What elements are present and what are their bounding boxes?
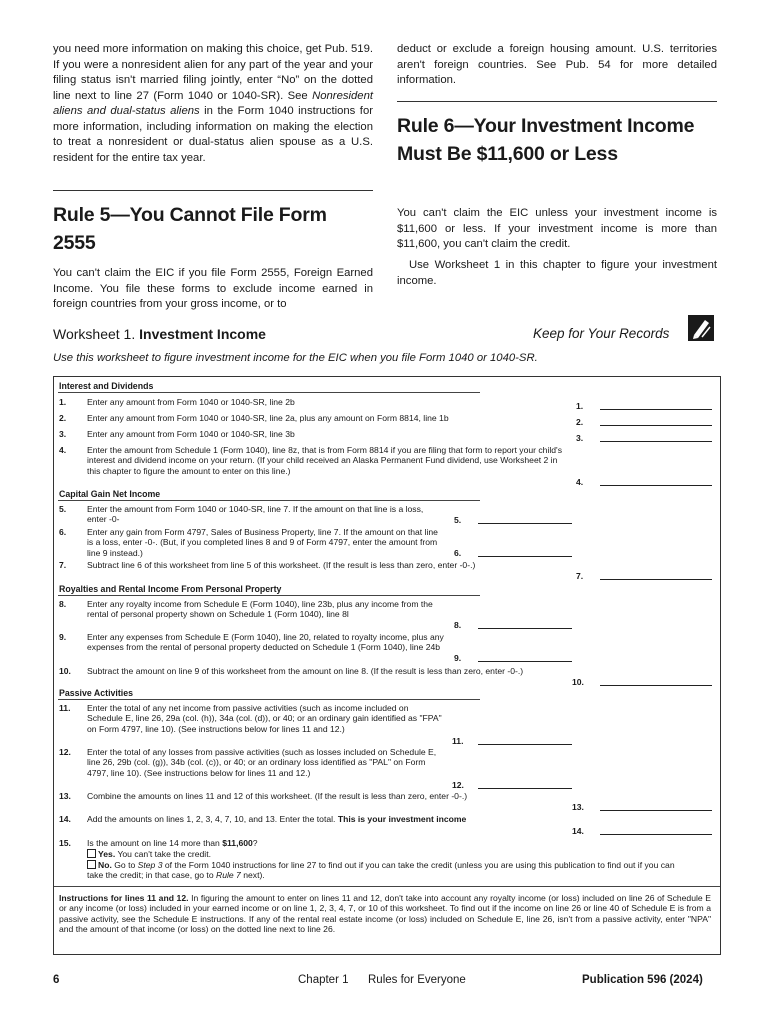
rule5-paragraph: You can't claim the EIC if you file Form 2555, Foreign Earned Income. You file these forms to exclude income earned in foreign countries from your gross income, or to	[53, 267, 373, 310]
line-3-ref: 3.	[576, 433, 584, 443]
instructions-lines-11-12: Instructions for lines 11 and 12. In figuring the amount to enter on lines 11 and 12, don't take into account any royalty income (or loss) included on line 26 of Schedule E or any income (or loss) included in your earned income or on line 1, 2, 3, 4, 7, or 10 of this worksheet. To find out if the income on line 26 or line 40 of Schedule E is from a passive activity, see the Schedule E instructions. If any of the rental real estate income (or loss) included on Schedule E, line 26, isn't from a passive activity, enter "NPA" and the amount of that income (or loss) on the dotted line next to line 26.	[59, 893, 711, 935]
line-5-amount-field[interactable]	[478, 523, 572, 524]
line-11-ref: 11.	[452, 736, 464, 746]
line-14-text: Add the amounts on lines 1, 2, 3, 4, 7, 10, and 13. Enter the total. This is your investment income	[87, 814, 467, 824]
line-4-ref: 4.	[576, 477, 584, 487]
line-6-ref: 6.	[454, 548, 462, 558]
no-option: No. Go to Step 3 of the Form 1040 instructions for line 27 to find out if you can take the credit (unless you are using this publication to find out if you can take the credit; in that case, go to Rule 7 next).	[87, 860, 675, 881]
section-interest-dividends: Interest and Dividends	[59, 381, 154, 391]
section-rule	[58, 699, 480, 700]
line-13-ref: 13.	[572, 802, 584, 812]
line-3-amount-field[interactable]	[600, 441, 712, 442]
line-7-ref: 7.	[576, 571, 584, 581]
line-15-text: Is the amount on line 14 more than $11,600?	[87, 838, 258, 848]
yes-option: Yes. You can't take the credit.	[87, 849, 687, 859]
line-13-amount-field[interactable]	[600, 810, 712, 811]
section-rule	[58, 392, 480, 393]
line-10-amount-field[interactable]	[600, 685, 712, 686]
rule6-paragraph-2: Use Worksheet 1 in this chapter to figure your investment income.	[397, 259, 717, 287]
section-capital-gain: Capital Gain Net Income	[59, 489, 161, 499]
records-pencil-icon	[688, 315, 714, 341]
line-8-amount-field[interactable]	[478, 628, 572, 629]
left-divider	[53, 190, 373, 191]
yes-checkbox[interactable]	[87, 849, 96, 858]
line-9-amount-field[interactable]	[478, 661, 572, 662]
footer-publication: Publication 596 (2024)	[582, 974, 703, 986]
section-rule	[58, 500, 480, 501]
keep-records-label: Keep for Your Records	[533, 326, 670, 341]
line-7-amount-field[interactable]	[600, 579, 712, 580]
line-9-ref: 9.	[454, 653, 462, 663]
section-passive-activities: Passive Activities	[59, 688, 134, 698]
section-rule	[58, 595, 480, 596]
line-10-ref: 10.	[572, 677, 584, 687]
rule6-heading: Rule 6—Your Investment Income Must Be $11,600 or Less	[397, 115, 695, 165]
worksheet-title: Worksheet 1. Investment Income	[53, 326, 266, 342]
footer-chapter-title: Rules for Everyone	[368, 974, 466, 986]
right-intro-paragraph: deduct or exclude a foreign housing amount. U.S. territories aren't foreign countries. See Pub. 54 for more detailed information.	[397, 43, 717, 86]
line-2-amount-field[interactable]	[600, 425, 712, 426]
worksheet-table: Interest and Dividends 1. Enter any amount from Form 1040 or 1040-SR, line 2b 1. 2. Enter any amount from Form 1040 or 1040-SR, line 2a, plus any amount on Form 8814, line 1b 2. 3. Enter any amount from Form 1040 or 1040-SR, line 3b 3. 4. Enter the amount from Schedule 1 (Form 1040), line 8z, that is from Form 8814 if you are filing that form to report your child's interest and dividend income on your return. (If your child received an Alaska Permanent Fund dividend, use Worksheet 2 in this chapter to figure the amount to enter on this line.) 4. Capital Gain Net Income 5. Enter the amount from Form 1040 or 1040-SR, line 7. If the amount on that line is a loss, enter -0- 5. 6. Enter any gain from Form 4797, Sales of Business Property, line 7. If the amount on that line is a loss, enter -0-. (But, if you completed lines 8 and 9 of Form 4797, enter the amount from line 9 instead.) 6. 7. Subtract line 6 of this worksheet from line 5 of this worksheet. (If the result is less than zero, enter -0-.) 7. Royalties and Rental Income From Personal Property 8. Enter any royalty income from Schedule E (Form 1040), line 23b, plus any income from the rental of personal property shown on Schedule 1 (Form 1040), line 8l 8. 9. Enter any expenses from Schedule E (Form 1040), line 20, related to royalty income, plus any expenses from the rental of personal property deducted on Schedule 1 (Form 1040), line 24b 9. 10. Subtract the amount on line 9 of this worksheet from the amount on line 8. (If the result is less than zero, enter -0-.) 10. Passive Activities 11. Enter the total of any net income from passive activities (such as income included on Schedule E, line 26, 29a (col. (h)), 34a (col. (d)), or 40; or an ordinary gain identified as "FPA" on Form 4797, line 10). (See instructions below for lines 11 and 12.) 11. 12. Enter the total of any losses from passive activities (such as losses included on Schedule E, line 26, 29b (col. (g)), 34b (col. (c)), or 40; or an ordinary loss identified as "PAL" on Form 4797, line 10). (See instructions below for lines 11 and 12.) 12. 13. Combine the amounts on lines 11 and 12 of this worksheet. (If the result is less than zero, enter -0-.) 13. 14. Add the amounts on lines 1, 2, 3, 4, 7, 10, and 13. Enter the total. This is your investment income 14. 15. Is the amount on line 14 more than $11,600? Yes. You can't take the credit. No. Go to Step 3 of the Form 1040 instructions for line 27 to find out if you can take the credit (unless you are using this publication to find out if you can take the credit; in that case, go to Rule 7 next). Instructions for lines 11 and 12. In figuring the amount to enter on lines 11 and 12, don't take into account any royalty income (or loss) included on line 26 of Schedule E or any income (or loss) included in your earned income or on line 1, 2, 3, 4, 7, or 10 of this worksheet. To find out if the income on line 26 or line 40 of Schedule E is from a passive activity, see the Schedule E instructions. If any of the rental real estate income (or loss) included on Schedule E, line 26, isn't from a passive activity, enter "NPA" and the amount of that income (or loss) on the dotted line next to line 26.	[53, 376, 721, 955]
worksheet-subtitle: Use this worksheet to figure investment income for the EIC when you file Form 1040 or 1040-SR.	[53, 352, 538, 364]
page-number: 6	[53, 974, 60, 986]
instructions-divider	[54, 886, 720, 887]
line-2-ref: 2.	[576, 417, 584, 427]
right-divider	[397, 101, 717, 102]
line-11-amount-field[interactable]	[478, 744, 572, 745]
line-6-amount-field[interactable]	[478, 556, 572, 557]
line-4-amount-field[interactable]	[600, 485, 712, 486]
no-checkbox[interactable]	[87, 860, 96, 869]
line-12-amount-field[interactable]	[478, 788, 572, 789]
line-14-amount-field[interactable]	[600, 834, 712, 835]
line-12-ref: 12.	[452, 780, 464, 790]
rule5-heading: Rule 5—You Cannot File Form 2555	[53, 204, 327, 254]
line-8-ref: 8.	[454, 620, 462, 630]
section-royalties: Royalties and Rental Income From Personal Property	[59, 584, 282, 594]
line-1-ref: 1.	[576, 401, 584, 411]
line-5-ref: 5.	[454, 515, 462, 525]
line-1-amount-field[interactable]	[600, 409, 712, 410]
footer-chapter: Chapter 1	[298, 974, 349, 986]
rule6-paragraph-1: You can't claim the EIC unless your investment income is $11,600 or less. If your investment income is more than $11,600, you can't claim the credit.	[397, 207, 717, 250]
line-14-ref: 14.	[572, 826, 584, 836]
left-intro-paragraph: you need more information on making this choice, get Pub. 519. If you were a nonresident alien for any part of the year and your filing status isn't married filing jointly, enter “No” on the dotted line next to line 27 (Form 1040 or 1040-SR). See Nonresident aliens and dual-status aliens in the Form 1040 instructions for more information, including information on making the election to treat a nonresident or dual-status alien spouse as a U.S. resident for the entire tax year.	[53, 43, 373, 164]
